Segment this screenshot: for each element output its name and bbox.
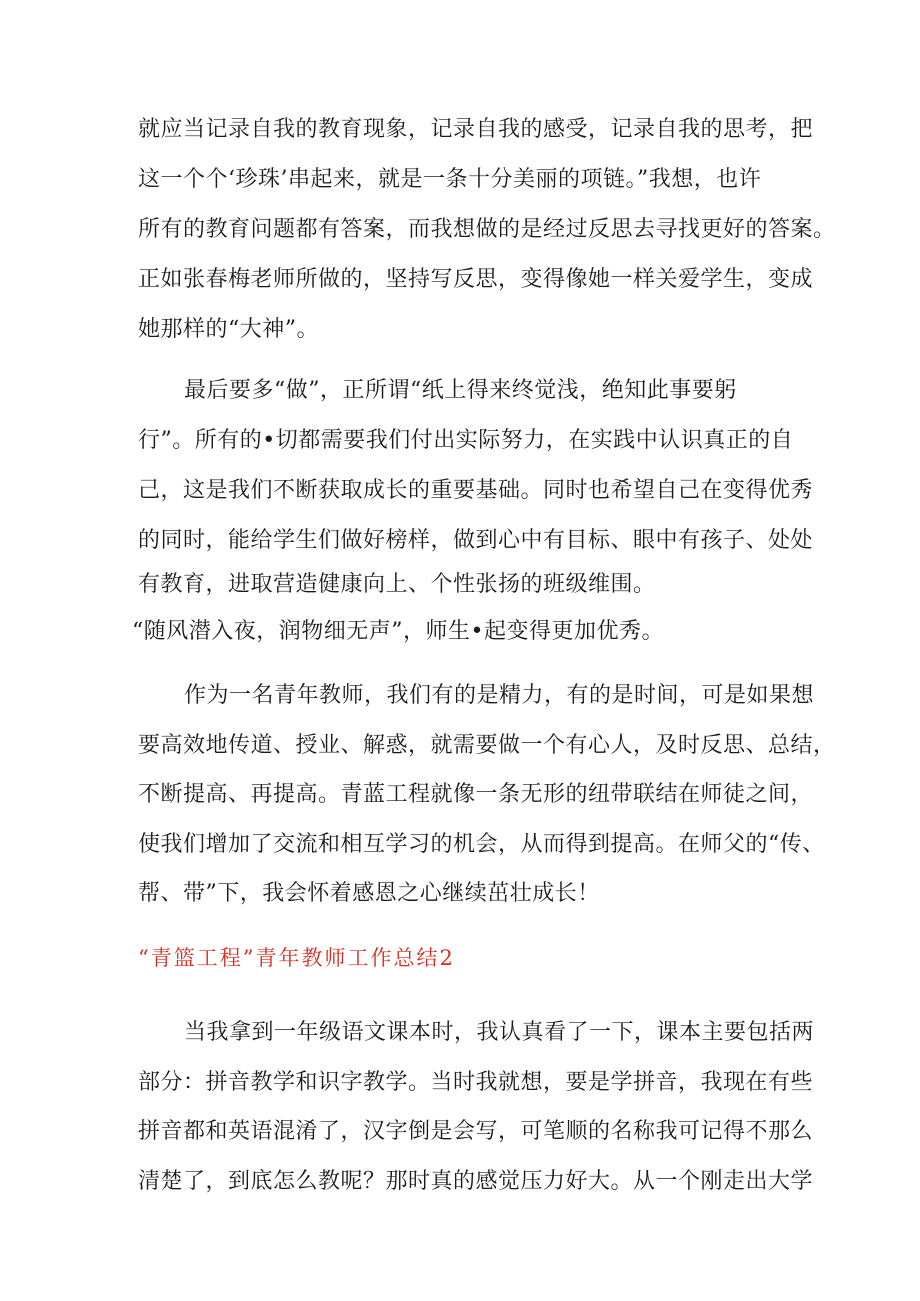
text-line: 所有的教育问题都有答案，而我想做的是经过反思去寻找更好的答案。 [138, 217, 836, 242]
text-line: 要高效地传道、授业、解惑，就需要做一个有心人，及时反思、总结， [138, 733, 836, 758]
text-line: 有教育，进取营造健康向上、个性张扬的班级维围。 [138, 572, 656, 597]
text-line: 帮、带”下，我会怀着感恩之心继续茁壮成长！ [138, 881, 600, 906]
section-heading: “青篮工程”青年教师工作总结2 [138, 946, 455, 970]
text-line: 使我们增加了交流和相互学习的机会，从而得到提高。在师父的“传、 [138, 832, 825, 857]
text-line: 拼音都和英语混淆了，汉字倒是会写，可笔顺的名称我可记得不那么 [138, 1119, 814, 1144]
text-line: 不断提高、再提高。青蓝工程就像一条无形的纽带联结在师徒之间， [138, 782, 814, 807]
text-line: 她那样的“大神”。 [138, 317, 319, 342]
text-line: 当我拿到一年级语文课本时，我认真看了一下，课本主要包括两 [184, 1020, 815, 1045]
text-line: 的同时，能给学生们做好榜样，做到心中有目标、眼中有孩子、处处 [138, 528, 814, 553]
text-line: 就应当记录自我的教育现象，记录自我的感受，记录自我的思考，把 [138, 117, 814, 142]
text-line: 这一个个‘珍珠’串起来，就是一条十分美丽的项链。”我想，也许 [138, 167, 762, 192]
text-line: 清楚了，到底怎么教呢？那时真的感觉压力好大。从一个刚走出大学 [138, 1169, 814, 1194]
text-line: 部分：拼音教学和识字教学。当时我就想，要是学拼音，我现在有些 [138, 1070, 814, 1095]
text-line: “随风潜入夜，润物细无声”，师生•起变得更加优秀。 [132, 619, 664, 644]
text-line: 作为一名青年教师，我们有的是精力，有的是时间，可是如果想 [184, 683, 815, 708]
text-line: 己，这是我们不断获取成长的重要基础。同时也希望自己在变得优秀 [138, 478, 814, 503]
text-line: 最后要多“做”，正所谓“纸上得来终觉浅，绝知此事要躬 [184, 378, 737, 403]
text-line: 正如张春梅老师所做的，坚持写反思，变得像她一样关爱学生，变成 [138, 267, 814, 292]
text-line: 行”。所有的•切都需要我们付出实际努力，在实践中认识真正的自 [138, 428, 794, 453]
